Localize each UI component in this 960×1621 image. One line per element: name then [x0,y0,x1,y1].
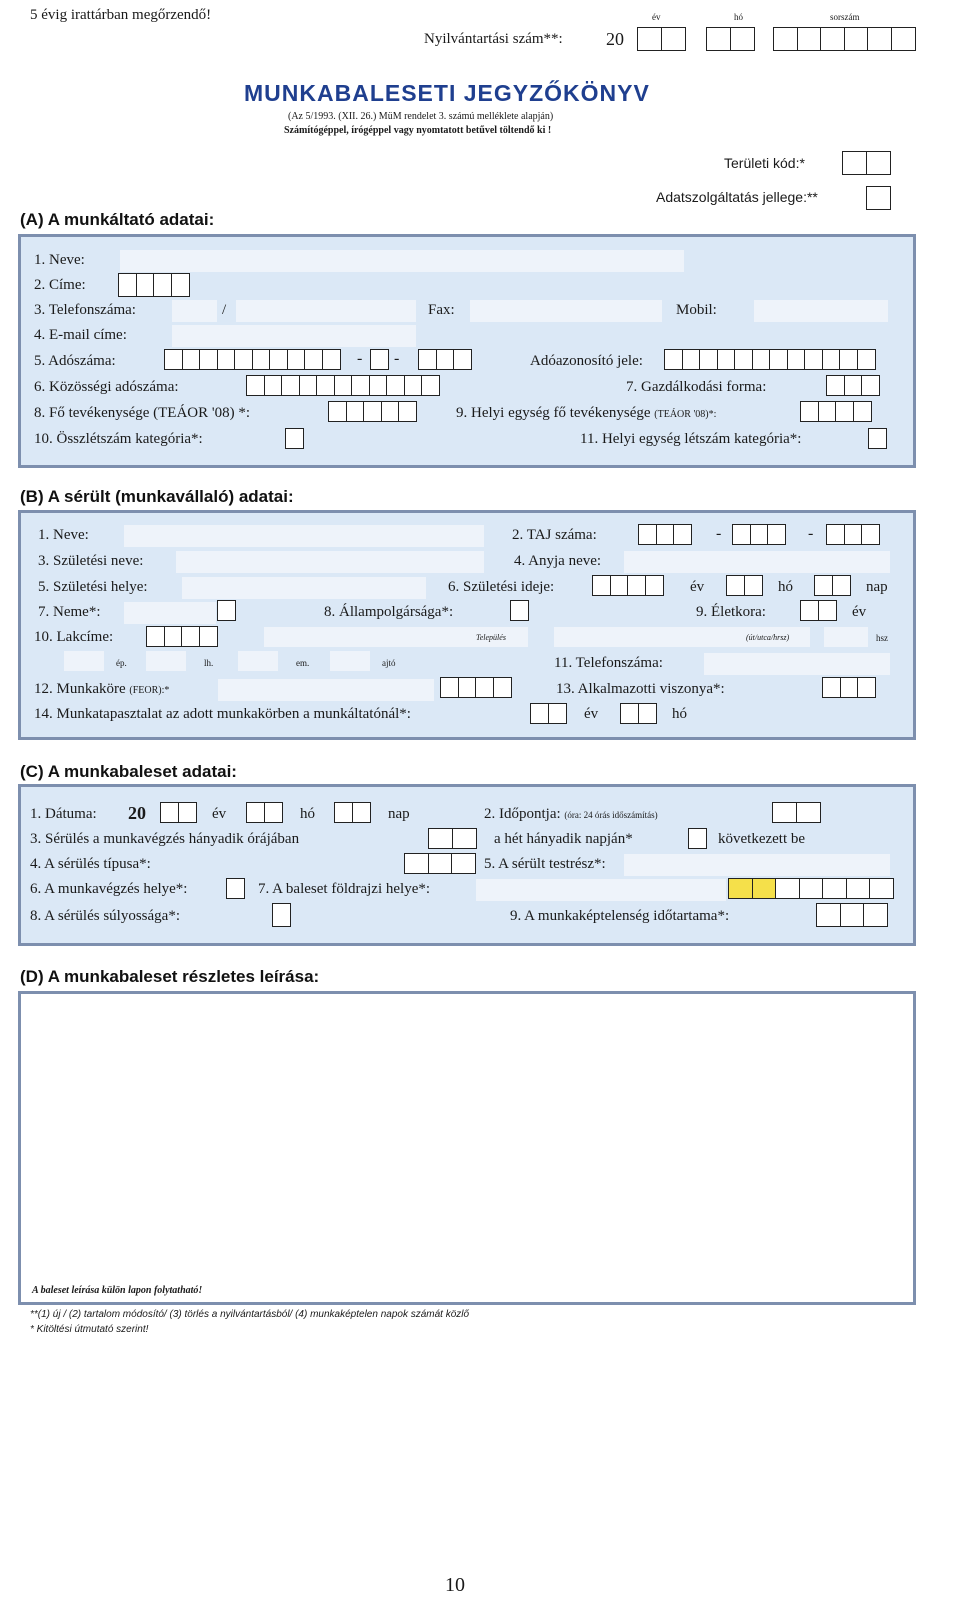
age-label: 9. Életkora: [696,604,766,620]
accident-time-label [484,806,658,823]
mobile-label: Mobil: [676,302,717,318]
local-headcount-box[interactable] [868,428,886,449]
accident-time-text: 2. Időpontja: [484,806,561,822]
accident-year-unit: év [212,806,227,822]
sex-field[interactable] [124,602,216,624]
tax-number-boxes[interactable] [164,349,339,370]
tax-number-label: 5. Adószáma: [34,353,116,369]
house-number-field[interactable] [824,627,868,647]
street-caption: (út/utca/hrsz) [746,633,790,642]
local-activity-label [456,405,716,422]
experience-label: 14. Munkatapasztalat az adott munkakörben a munkáltatónál*: [34,706,411,722]
body-part-label: 5. A sérült testrész*: [484,856,606,872]
headcount-box[interactable] [285,428,303,449]
email-label: 4. E-mail címe: [34,327,127,343]
tax-id-label: Adóazonosító jele: [530,353,643,369]
injury-type-boxes[interactable] [404,853,475,874]
accident-date-label: 1. Dátuma: [30,806,97,822]
experience-month-unit: hó [672,706,687,722]
accident-time-note: (óra: 24 órás időszámítás) [564,810,658,820]
employer-address-label: 2. Címe: [34,277,86,293]
employer-phone-field[interactable] [236,300,416,322]
birth-year-unit: év [690,579,705,595]
building-caption: ép. [116,658,127,668]
job-label [34,681,169,698]
severity-box[interactable] [272,903,290,927]
building-field[interactable] [64,651,104,671]
local-activity-text: 9. Helyi egység fő tevékenysége [456,405,651,421]
document-title: MUNKABALESETI JEGYZŐKÖNYV [244,80,650,106]
main-activity-label: 8. Fő tevékenysége (TEÁOR '08) *: [34,405,250,421]
tax-dash-2: - [394,350,400,367]
day-of-week-label: a hét hányadik napján* [494,831,633,847]
tax-county-boxes[interactable] [418,349,471,370]
eu-tax-boxes[interactable] [246,375,439,396]
page-number: 10 [445,1574,465,1596]
headcount-label: 10. Összlétszám kategória*: [34,431,203,447]
injured-name-label: 1. Neve: [38,527,89,543]
geo-place-boxes[interactable] [728,878,893,899]
accident-month-boxes[interactable] [246,802,281,823]
fill-instruction: Számítógéppel, írógéppel vagy nyomtatott betűvel töltendő ki ! [284,125,552,136]
sex-label: 7. Neme*: [38,604,101,620]
injured-phone-field[interactable] [704,653,890,675]
registration-number-label: Nyilvántartási szám**: [424,31,563,47]
injured-name-field[interactable] [124,525,484,547]
hour-of-work-boxes[interactable] [428,828,475,849]
registration-month-boxes[interactable] [706,27,753,51]
col-label-sorszam: sorszám [830,12,860,22]
section-a-title: (A) A munkáltató adatai: [20,210,215,229]
col-label-ev: év [652,12,661,22]
accident-time-boxes[interactable] [772,802,819,823]
mobile-field[interactable] [754,300,888,322]
occurred-label: következett be [718,831,806,847]
floor-field[interactable] [238,651,278,671]
region-code-boxes[interactable] [842,151,889,175]
service-type-box[interactable] [866,186,890,210]
taj-dash-1: - [716,525,722,542]
birth-name-label: 3. Születési neve: [38,553,144,569]
floor-caption: em. [296,658,310,668]
accident-day-unit: nap [388,806,410,822]
settlement-caption: Település [476,633,506,642]
work-place-box[interactable] [226,878,244,899]
employment-label: 13. Alkalmazotti viszonya*: [556,681,725,697]
employer-zip-boxes[interactable] [118,273,188,297]
local-headcount-label: 11. Helyi egység létszám kategória*: [580,431,802,447]
citizenship-label: 8. Állampolgársága*: [324,604,454,620]
birth-day-unit: nap [866,579,888,595]
birth-place-field[interactable] [182,577,426,599]
home-zip-boxes[interactable] [146,626,216,647]
employer-phone-area-field[interactable] [172,300,217,322]
staircase-caption: lh. [204,658,214,668]
footnote-service-type: **(1) új / (2) tartalom módosító/ (3) törlés a nyilvántartásból/ (4) munkaképtelen napok számát közlő [30,1309,470,1320]
section-b-title: (B) A sérült (munkavállaló) adatai: [20,487,294,506]
tax-id-boxes[interactable] [664,349,874,370]
feor-boxes[interactable] [440,677,510,698]
job-field[interactable] [218,679,434,701]
taj-boxes-3[interactable] [826,524,879,545]
accident-description-area[interactable] [18,991,916,1305]
business-form-boxes[interactable] [826,375,879,396]
registration-year-boxes[interactable] [637,27,684,51]
hour-of-work-label: 3. Sérülés a munkavégzés hányadik órájában [30,831,300,847]
tax-vat-box[interactable] [370,349,388,370]
birth-year-boxes[interactable] [592,575,662,596]
experience-month-boxes[interactable] [620,703,655,724]
door-field[interactable] [330,651,370,671]
house-number-caption: hsz [876,633,888,643]
phone-separator: / [222,302,227,318]
section-c-title: (C) A munkabaleset adatai: [20,762,237,781]
fax-label: Fax: [428,302,455,318]
mother-name-field[interactable] [624,551,890,573]
citizenship-box[interactable] [510,600,528,621]
tax-dash-1: - [357,350,363,367]
section-d-title: (D) A munkabaleset részletes leírása: [20,967,320,986]
birth-day-boxes[interactable] [814,575,849,596]
employment-boxes[interactable] [822,677,875,698]
birth-name-field[interactable] [176,551,484,573]
injured-phone-label: 11. Telefonszáma: [554,655,663,671]
legal-basis: (Az 5/1993. (XII. 26.) MüM rendelet 3. számú melléklete alapján) [288,111,554,122]
birth-place-label: 5. Születési helye: [38,579,148,595]
main-activity-boxes[interactable] [328,401,416,422]
day-of-week-box[interactable] [688,828,706,849]
footnote-instructions: * Kitöltési útmutató szerint! [30,1324,149,1335]
taj-dash-2: - [808,525,814,542]
accident-date-prefix: 20 [128,803,146,823]
eu-tax-label: 6. Közösségi adószáma: [34,379,179,395]
taj-label: 2. TAJ száma: [512,527,597,543]
accident-month-unit: hó [300,806,315,822]
home-address-label: 10. Lakcíme: [34,629,114,645]
continuation-note: A baleset leírása külön lapon folytatható! [32,1285,203,1296]
accident-day-boxes[interactable] [334,802,369,823]
taj-boxes-1[interactable] [638,524,691,545]
local-activity-code: (TEÁOR '08)*: [654,409,717,420]
employer-phone-label: 3. Telefonszáma: [34,302,136,318]
experience-year-unit: év [584,706,599,722]
fax-field[interactable] [470,300,662,322]
incapacity-boxes[interactable] [816,903,887,927]
staircase-field[interactable] [146,651,186,671]
experience-year-boxes[interactable] [530,703,565,724]
local-activity-boxes[interactable] [800,401,870,422]
service-type-label: Adatszolgáltatás jellege:** [656,189,818,205]
feor-text: (FEOR):* [129,685,170,696]
birth-month-boxes[interactable] [726,575,761,596]
registration-serial-boxes[interactable] [773,27,914,51]
employer-name-label: 1. Neve: [34,252,85,268]
email-field[interactable] [172,325,416,347]
business-form-label: 7. Gazdálkodási forma: [626,379,767,395]
age-unit: év [852,604,867,620]
sex-box[interactable] [217,600,235,621]
col-label-ho: hó [734,12,743,22]
retention-note: 5 évig irattárban megőrzendő! [30,7,212,23]
body-part-field[interactable] [624,854,890,876]
incapacity-label: 9. A munkaképtelenség időtartama*: [510,908,730,924]
geo-place-field[interactable] [476,879,726,901]
mother-name-label: 4. Anyja neve: [514,553,602,569]
work-place-label: 6. A munkavégzés helye*: [30,881,188,897]
birth-month-unit: hó [778,579,793,595]
geo-place-label: 7. A baleset földrajzi helye*: [258,881,431,897]
region-code-label: Területi kód:* [724,155,805,171]
door-caption: ajtó [382,658,396,668]
taj-boxes-2[interactable] [732,524,785,545]
registration-prefix: 20 [606,29,624,49]
severity-label: 8. A sérülés súlyossága*: [30,908,180,924]
age-boxes[interactable] [800,600,835,621]
employer-name-field[interactable] [120,250,684,272]
injury-type-label: 4. A sérülés típusa*: [30,856,151,872]
accident-year-boxes[interactable] [160,802,195,823]
job-text: 12. Munkaköre [34,681,126,697]
birth-date-label: 6. Születési ideje: [448,579,555,595]
